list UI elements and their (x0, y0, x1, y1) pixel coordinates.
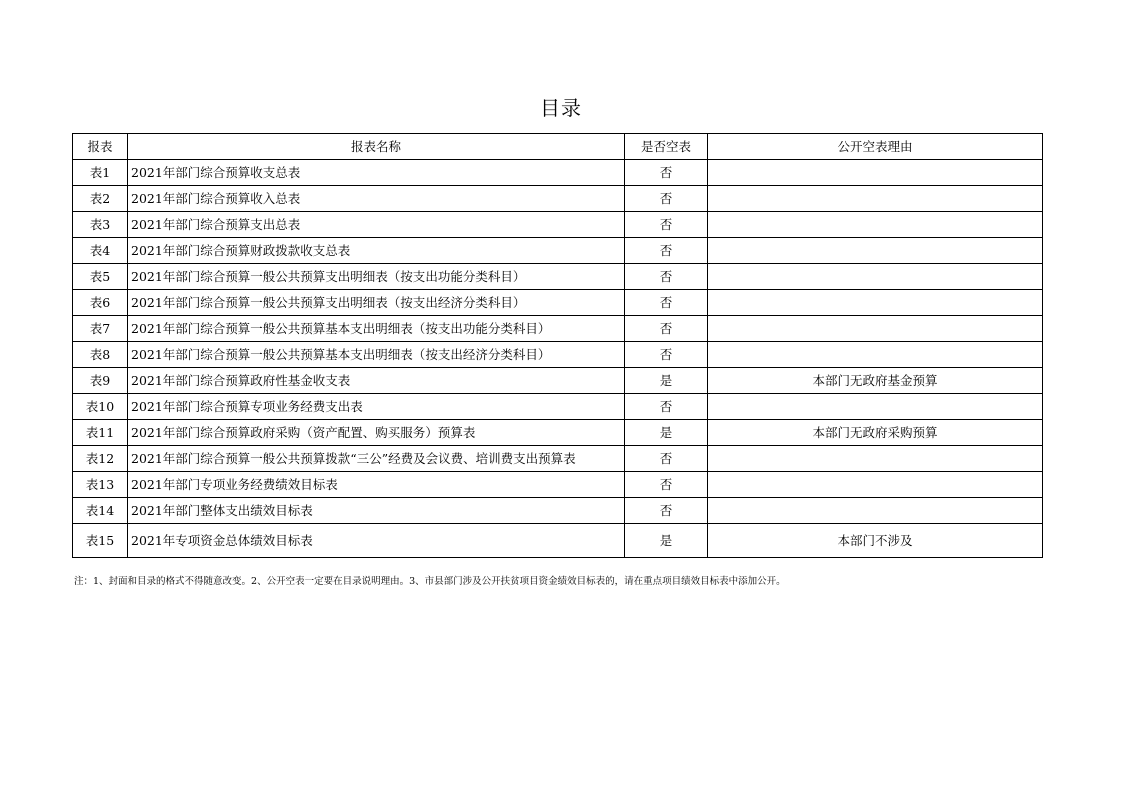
empty-reason-cell (708, 342, 1043, 368)
page-title: 目录 (540, 96, 582, 120)
report-name-cell: 2021年部门整体支出绩效目标表 (128, 498, 625, 524)
table-row (73, 290, 1043, 316)
report-name-cell: 2021年专项资金总体绩效目标表 (128, 524, 625, 558)
table-row (73, 368, 1043, 394)
report-name-cell: 2021年部门综合预算收入总表 (128, 186, 625, 212)
is-empty-cell: 是 (625, 524, 708, 558)
report-number-cell: 表11 (73, 420, 128, 446)
empty-reason-cell (708, 212, 1043, 238)
empty-reason-cell: 本部门无政府基金预算 (708, 368, 1043, 394)
is-empty-cell: 否 (625, 186, 708, 212)
table-row (73, 160, 1043, 186)
report-number-cell: 表8 (73, 342, 128, 368)
report-number-cell: 表13 (73, 472, 128, 498)
report-number-cell: 表4 (73, 238, 128, 264)
table-row (73, 316, 1043, 342)
is-empty-cell: 否 (625, 160, 708, 186)
empty-reason-cell (708, 160, 1043, 186)
empty-reason-cell: 本部门无政府采购预算 (708, 420, 1043, 446)
table-row (73, 186, 1043, 212)
report-name-cell: 2021年部门综合预算一般公共预算拨款“三公”经费及会议费、培训费支出预算表 (128, 446, 625, 472)
table-of-contents (72, 133, 1043, 558)
table-row (73, 498, 1043, 524)
table-row (73, 342, 1043, 368)
is-empty-cell: 否 (625, 498, 708, 524)
report-number-cell: 表2 (73, 186, 128, 212)
is-empty-cell: 否 (625, 212, 708, 238)
is-empty-cell: 否 (625, 316, 708, 342)
report-number-cell: 表5 (73, 264, 128, 290)
table-row (73, 264, 1043, 290)
report-name-cell: 2021年部门综合预算财政拨款收支总表 (128, 238, 625, 264)
is-empty-cell: 否 (625, 290, 708, 316)
report-number-cell: 表10 (73, 394, 128, 420)
report-number-cell: 表7 (73, 316, 128, 342)
empty-reason-cell (708, 238, 1043, 264)
report-name-cell: 2021年部门综合预算专项业务经费支出表 (128, 394, 625, 420)
report-number-cell: 表9 (73, 368, 128, 394)
report-number-cell: 表1 (73, 160, 128, 186)
report-name-cell: 2021年部门综合预算政府采购（资产配置、购买服务）预算表 (128, 420, 625, 446)
report-number-cell: 表15 (73, 524, 128, 558)
is-empty-cell: 否 (625, 238, 708, 264)
table-row (73, 238, 1043, 264)
report-name-cell: 2021年部门综合预算支出总表 (128, 212, 625, 238)
header-is-empty: 是否空表 (625, 134, 708, 160)
report-name-cell: 2021年部门综合预算一般公共预算支出明细表（按支出经济分类科目） (128, 290, 625, 316)
report-number-cell: 表3 (73, 212, 128, 238)
table-row (73, 394, 1043, 420)
empty-reason-cell (708, 498, 1043, 524)
empty-reason-cell (708, 394, 1043, 420)
report-name-cell: 2021年部门综合预算政府性基金收支表 (128, 368, 625, 394)
table-header-row (73, 134, 1043, 160)
empty-reason-cell (708, 472, 1043, 498)
empty-reason-cell (708, 316, 1043, 342)
table-row (73, 472, 1043, 498)
is-empty-cell: 否 (625, 264, 708, 290)
empty-reason-cell (708, 264, 1043, 290)
empty-reason-cell: 本部门不涉及 (708, 524, 1043, 558)
is-empty-cell: 否 (625, 342, 708, 368)
report-number-cell: 表14 (73, 498, 128, 524)
is-empty-cell: 否 (625, 472, 708, 498)
table-row (73, 524, 1043, 558)
empty-reason-cell (708, 290, 1043, 316)
is-empty-cell: 否 (625, 446, 708, 472)
header-report-name: 报表名称 (128, 134, 625, 160)
report-name-cell: 2021年部门综合预算收支总表 (128, 160, 625, 186)
header-empty-reason: 公开空表理由 (708, 134, 1043, 160)
is-empty-cell: 否 (625, 394, 708, 420)
report-number-cell: 表6 (73, 290, 128, 316)
is-empty-cell: 是 (625, 368, 708, 394)
report-name-cell: 2021年部门综合预算一般公共预算支出明细表（按支出功能分类科目） (128, 264, 625, 290)
is-empty-cell: 是 (625, 420, 708, 446)
table-row (73, 420, 1043, 446)
report-name-cell: 2021年部门综合预算一般公共预算基本支出明细表（按支出功能分类科目） (128, 316, 625, 342)
report-name-cell: 2021年部门专项业务经费绩效目标表 (128, 472, 625, 498)
report-number-cell: 表12 (73, 446, 128, 472)
table-row (73, 212, 1043, 238)
report-name-cell: 2021年部门综合预算一般公共预算基本支出明细表（按支出经济分类科目） (128, 342, 625, 368)
table-row (73, 446, 1043, 472)
empty-reason-cell (708, 186, 1043, 212)
footnote: 注：1、封面和目录的格式不得随意改变。2、公开空表一定要在目录说明理由。3、市县部门涉及公开扶贫项目资金绩效目标表的，请在重点项目绩效目标表中添加公开。 (74, 576, 786, 587)
header-report-number: 报表 (73, 134, 128, 160)
empty-reason-cell (708, 446, 1043, 472)
